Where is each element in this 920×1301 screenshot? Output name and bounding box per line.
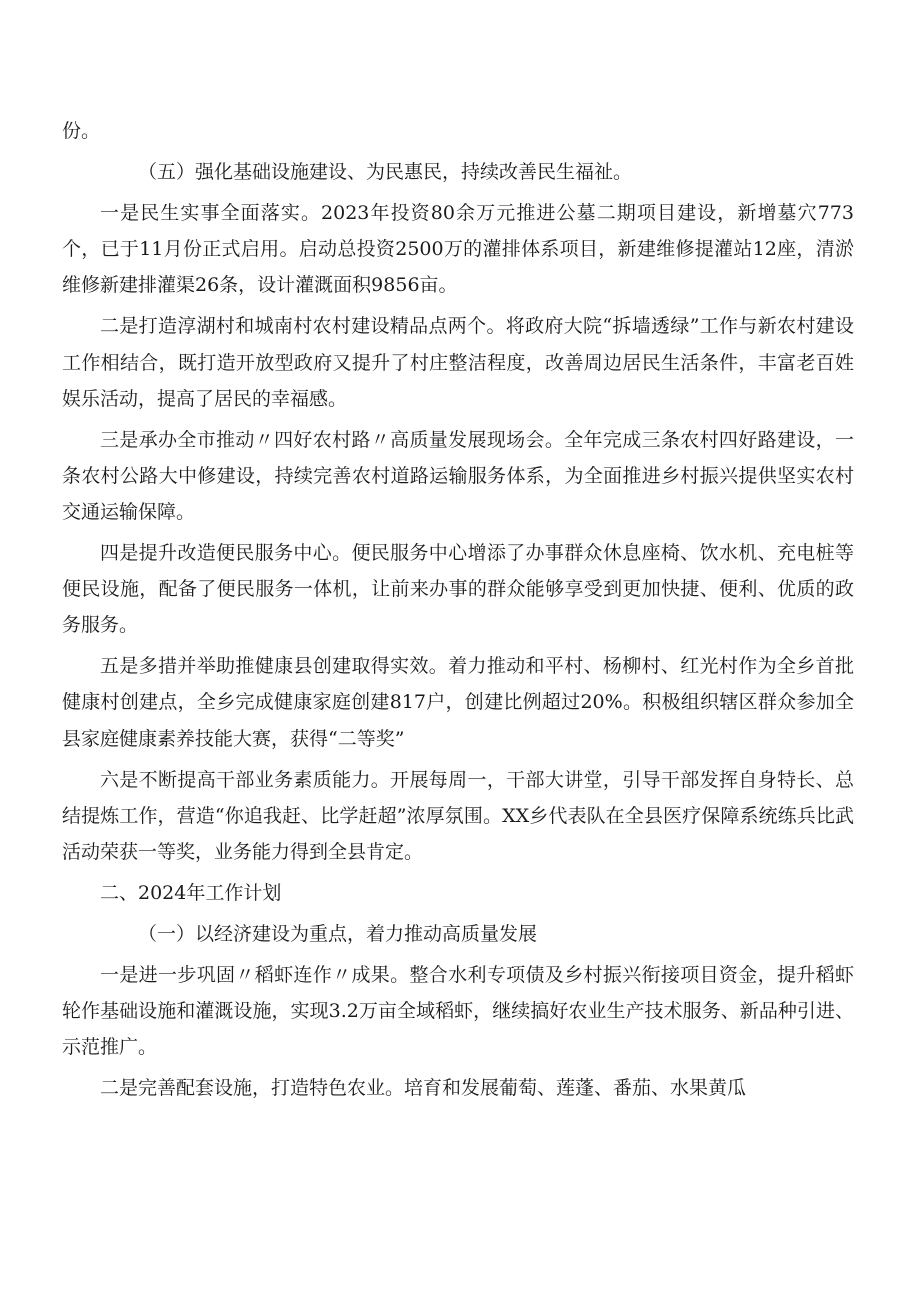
plan-item-1: 一是进一步巩固〃稻虾连作〃成果。整合水利专项债及乡村振兴衔接项目资金，提升稻虾轮作基础设施和灌溉设施，实现3.2万亩全域稻虾，继续搞好农业生产技术服务、新品种引进、示范推广。 [62, 964, 854, 1059]
paragraph-item-3: 三是承办全市推动〃四好农村路〃高质量发展现场会。全年完成三条农村四好路建设，一条农村公路大中修建设，持续完善农村道路运输服务体系，为全面推进乡村振兴提供坚实农村交通运输保障。 [62, 428, 854, 523]
section-heading-1: （一）以经济建设为重点，着力推动高质量发展 [138, 922, 538, 945]
paragraph-continuation: 份。 [62, 120, 101, 142]
section-heading-5: （五）强化基础设施建设、为民惠民，持续改善民生福祉。 [138, 161, 633, 184]
plan-item-2: 二是完善配套设施，打造特色农业。培育和发展葡萄、莲蓬、番茄、水果黄瓜 [100, 1077, 747, 1100]
document-body [62, 113, 854, 1106]
paragraph-item-4: 四是提升改造便民服务中心。便民服务中心增添了办事群众休息座椅、饮水机、充电桩等便民设施，配备了便民服务一体机，让前来办事的群众能够享受到更加快捷、便利、优质的政务服务。 [62, 542, 854, 637]
paragraph-item-6: 六是不断提高干部业务素质能力。开展每周一，干部大讲堂，引导干部发挥自身特长、总结提炼工作，营造“你追我赶、比学赶超”浓厚氛围。XX乡代表队在全县医疗保障系统练兵比武活动荣获一等奖，业务能力得到全县肯定。 [62, 768, 854, 863]
paragraph-item-2: 二是打造淳湖村和城南村农村建设精品点两个。将政府大院“拆墙透绿”工作与新农村建设工作相结合，既打造开放型政府又提升了村庄整洁程度，改善周边居民生活条件，丰富老百姓娱乐活动，提高了居民的幸福感。 [62, 315, 854, 410]
chapter-heading-2: 二、2024年工作计划 [100, 881, 282, 904]
paragraph-item-5: 五是多措并举助推健康县创建取得实效。着力推动和平村、杨柳村、红光村作为全乡首批健康村创建点，全乡完成健康家庭创建817户，创建比例超过20%。积极组织辖区群众参加全县家庭健康素养技能大赛，获得“二等奖” [62, 655, 854, 750]
paragraph-item-1: 一是民生实事全面落实。2023年投资80余万元推进公墓二期项目建设，新增墓穴773个，已于11月份正式启用。启动总投资2500万的灌排体系项目，新建维修提灌站12座，清淤维修新建排灌渠26条，设计灌溉面积9856亩。 [62, 202, 854, 297]
